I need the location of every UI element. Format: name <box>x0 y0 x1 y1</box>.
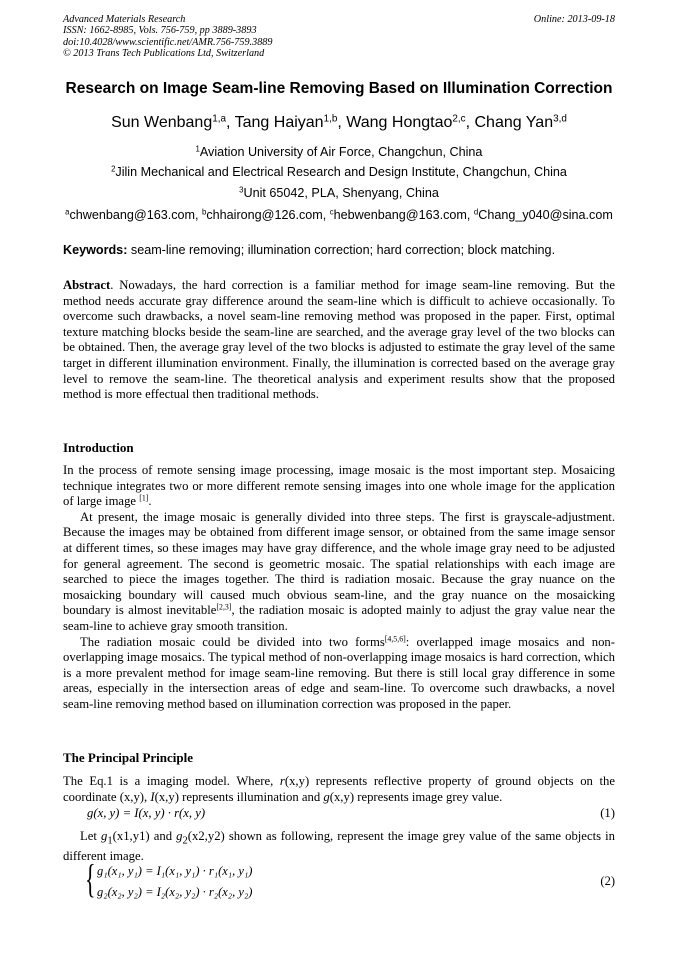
section-heading-principle: The Principal Principle <box>63 750 193 765</box>
author-marker: 1,b <box>323 113 338 125</box>
affiliation-text: Aviation University of Air Force, Changchun, China <box>199 145 483 159</box>
subscript: 2 <box>182 835 188 847</box>
paragraph-text: represents image grey value. <box>354 789 503 804</box>
paragraph-text: , the radiation mosaic is adopted mainly to adjust the gray value near the seam-line to achieve gray smooth transition. <box>63 603 615 633</box>
paragraph-text: At present, the image mosaic is generally divided into three steps. The first is grayscale-adjustment. Because the images may be obtained from different image sensor, or obtained from the same image sensor at different times, so these images may have gray difference, and the whole image gray need to be adjusted for general agreement. The second is geometric mosaic. The spatial relationships with each image are searched to piece the images together. The third is radiation mosaic. Because the gray nuance on the mosaicking boundary will caused much obvious seam-line, and the gray nuance on the mosaicking boundary is almost inevitable <box>63 509 615 618</box>
paragraph-text: Let <box>80 829 101 843</box>
subscript: 1 <box>107 835 113 847</box>
variable-args: (x,y) <box>284 774 310 788</box>
email-separator: , <box>195 208 203 222</box>
doi-line: doi:10.4028/www.scientific.net/AMR.756-759.3889 <box>63 36 273 48</box>
journal-header <box>63 14 615 59</box>
author-name: Wang Hongtao <box>346 114 453 131</box>
paragraph <box>63 635 615 713</box>
introduction-section <box>63 463 615 713</box>
email-address: Chang_y040@sina.com <box>478 208 613 222</box>
email-marker: b <box>202 207 207 217</box>
paragraph-text: . <box>148 494 152 509</box>
email-separator: , <box>322 208 330 222</box>
equation-number: (1) <box>600 806 615 820</box>
variable: g <box>176 829 183 843</box>
author-separator: , <box>337 114 347 131</box>
author-name: Sun Wenbang <box>111 114 213 131</box>
paragraph-text: represents reflective property of ground objects on the coordinate <box>63 774 615 804</box>
email-marker: d <box>473 207 479 217</box>
author-marker: 1,a <box>212 113 227 125</box>
section-heading-introduction: Introduction <box>63 440 134 455</box>
equation-line: g₂(x₂, y₂) = I₂(x₂, y₂) · r₂(x₂, y₂) <box>97 885 253 899</box>
author-marker: 2,c <box>452 113 466 125</box>
abstract <box>63 278 615 403</box>
email-address: chwenbang@163.com <box>69 208 196 222</box>
copyright-line: © 2013 Trans Tech Publications Ltd, Switzerland <box>63 47 265 59</box>
online-date: Online: 2013-09-18 <box>533 14 615 25</box>
paragraph-text: shown as following, represent the image grey value of the same objects in different image. <box>63 829 615 864</box>
author-separator: , <box>465 114 475 131</box>
citation: [1] <box>139 493 149 503</box>
affiliation <box>0 186 678 200</box>
equation-2-intro <box>63 829 615 865</box>
variable: r <box>279 774 285 788</box>
email-marker: c <box>329 207 334 217</box>
abstract-label: Abstract <box>63 278 111 292</box>
variable: g <box>323 789 330 804</box>
paragraph-text: : overlapped image mosaics and non-overlapping image mosaics. The typical method of non-overlapping image mosaics is hard correction, which is a more prevalent method for image seam-line removing. But there is still local gray difference in some areas, especially in the intersection areas of edge and seam-line. To overcome such drawbacks, a novel seam-line removing method based on illumination correction was proposed in the paper. <box>63 634 615 711</box>
author-separator: , <box>226 114 235 131</box>
email-separator: , <box>466 208 474 222</box>
email-marker: a <box>65 207 70 217</box>
paragraph-text: represents illumination and <box>178 789 324 804</box>
author-marker: 3,d <box>553 113 567 125</box>
affiliation-text: Unit 65042, PLA, Shenyang, China <box>243 186 439 200</box>
paragraph-text: and <box>149 829 177 843</box>
email-address: chhairong@126.com <box>206 208 323 222</box>
paragraph-text: , <box>144 789 151 804</box>
variable-args: (x,y) <box>154 789 179 804</box>
journal-name: Advanced Materials Research <box>63 14 186 25</box>
issn-line: ISSN: 1662-8985, Vols. 756-759, pp 3889-3893 <box>63 25 257 37</box>
email-list <box>0 208 678 222</box>
principle-paragraph <box>63 774 615 805</box>
affiliation <box>0 145 678 159</box>
paragraph <box>63 510 615 635</box>
paragraph-text: In the process of remote sensing image processing, image mosaic is the most important step. Mosaicing technique integrates two or more different remote sensing images into one whole image for the application of large image <box>63 463 615 509</box>
paragraph <box>63 463 615 510</box>
keywords-label: Keywords: <box>63 243 128 257</box>
keywords-line <box>63 243 615 257</box>
affiliation <box>0 165 678 179</box>
author-name: Chang Yan <box>474 114 554 131</box>
equation-number: (2) <box>600 874 615 888</box>
abstract-text: . Nowadays, the hard correction is a familiar method for image seam-line removing. But the method needs accurate gray difference around the seam-line which is difficult to achieve occasionally. To overcome such drawbacks, a novel seam-line removing method was proposed in the paper. First, optimal texture matching blocks beside the seam-line are searched, and the average gray level of the two blocks can be obtained. Then, the average gray level of the two blocks is adjusted to estimate the gray level of the same target in different illumination environment. Finally, the illumination is corrected based on the average gray level to remove the seam-line. The theoretical analysis and experiment results show that the proposed method is more effectual then traditional methods. <box>63 278 615 402</box>
variable-args: (x1,y1) <box>112 829 150 843</box>
variable-args: (x,y) <box>329 789 355 804</box>
equation-expression: g(x, y) = I(x, y) · r(x, y) <box>87 806 206 820</box>
author-list <box>0 114 678 132</box>
affiliation-marker: 1 <box>195 144 200 154</box>
variable: I <box>150 789 155 804</box>
citation: [4,5,6] <box>384 634 406 644</box>
paragraph-text: The radiation mosaic could be divided into two forms <box>80 634 385 649</box>
paragraph-text: The Eq.1 is a imaging model. Where, <box>63 774 280 788</box>
equation-line: g₁(x₁, y₁) = I₁(x₁, y₁) · r₁(x₁, y₁) <box>97 864 253 878</box>
variable-args: (x,y) <box>119 789 145 804</box>
variable-args: (x2,y2) <box>187 829 225 843</box>
paper-title: Research on Image Seam-line Removing Based on Illumination Correction <box>65 80 613 97</box>
affiliation-marker: 3 <box>239 185 244 195</box>
affiliation-text: Jilin Mechanical and Electrical Research and Design Institute, Changchun, China <box>115 165 567 179</box>
affiliation-marker: 2 <box>111 164 116 174</box>
email-address: hebwenbang@163.com <box>333 208 467 222</box>
citation: [2,3] <box>216 603 232 613</box>
keywords-text: seam-line removing; illumination correction; hard correction; block matching. <box>130 243 556 257</box>
equation-2 <box>63 856 615 904</box>
brace-symbol: { <box>85 856 96 901</box>
variable: g <box>101 829 108 843</box>
author-name: Tang Haiyan <box>234 114 324 131</box>
